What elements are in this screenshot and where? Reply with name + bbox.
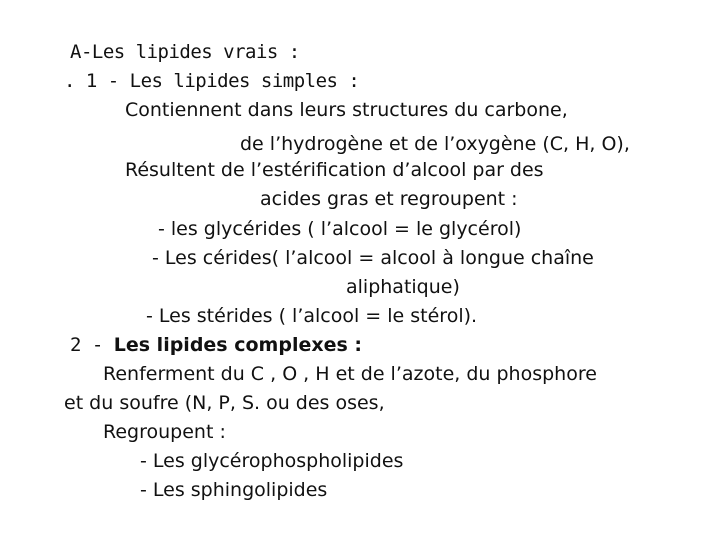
cerides-item-continued: aliphatique) bbox=[346, 276, 460, 298]
section-1-line-4: acides gras et regroupent : bbox=[260, 188, 518, 210]
section-1-line-3: Résultent de l’estérification d’alcool par des bbox=[125, 159, 544, 181]
cerides-item: - Les cérides( l’alcool = alcool à longue chaîne bbox=[152, 247, 594, 269]
heading-lipides-vrais: A-Les lipides vrais : bbox=[70, 41, 300, 63]
sphingolipides-item: - Les sphingolipides bbox=[140, 479, 328, 501]
section-2-line-1: Renferment du C , O , H et de l’azote, du phosphore bbox=[103, 363, 597, 385]
glycerophospholipides-item: - Les glycérophospholipides bbox=[140, 450, 404, 472]
section-1-title: . 1 - Les lipides simples : bbox=[64, 70, 360, 92]
section-2-number: 2 - bbox=[70, 334, 114, 356]
section-2-line-3: Regroupent : bbox=[103, 421, 226, 443]
section-1-line-1: Contiennent dans leurs structures du carbone, bbox=[125, 99, 568, 121]
glycerides-item: - les glycérides ( l’alcool = le glycérol) bbox=[158, 218, 522, 240]
section-1-line-2: de l’hydrogène et de l’oxygène (C, H, O), bbox=[240, 133, 630, 155]
section-2-title-text: Les lipides complexes : bbox=[113, 334, 363, 356]
section-2-title bbox=[70, 333, 362, 357]
sterides-item: - Les stérides ( l’alcool = le stérol). bbox=[146, 305, 478, 327]
section-2-line-2: et du soufre (N, P, S. ou des oses, bbox=[64, 392, 385, 414]
